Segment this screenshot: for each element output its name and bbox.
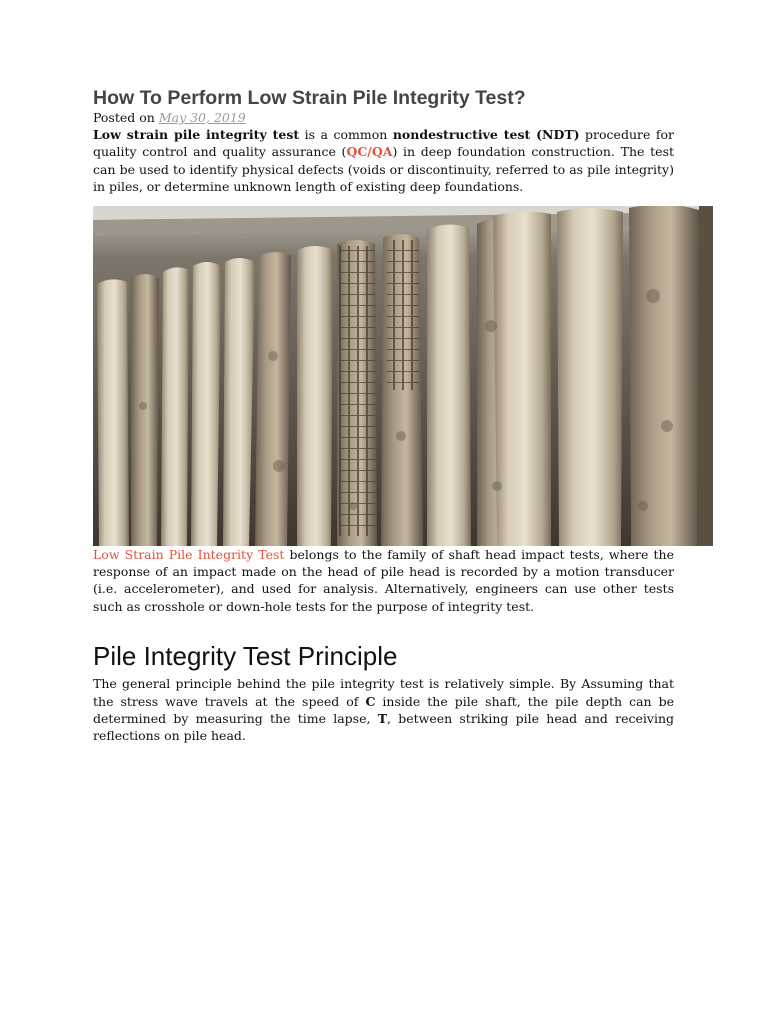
term-ndt: nondestructive test (NDT) [392, 127, 580, 142]
section-heading: Pile Integrity Test Principle [93, 641, 398, 672]
article-title: How To Perform Low Strain Pile Integrity Test? [93, 87, 526, 109]
time-symbol: T [377, 711, 387, 727]
posted-date-link[interactable]: May 30, 2019 [158, 110, 246, 125]
term-low-strain: Low strain pile integrity test [93, 127, 300, 142]
qcqa-link[interactable]: QC/QA [346, 144, 393, 160]
posted-prefix: Posted on [93, 110, 155, 125]
intro-paragraph: Low strain pile integrity test is a common nondestructive test (NDT) procedure for quality control and quality assurance (QC/QA) in deep foundation construction. The test can be used to identify physical defects (voids or discontinuity, referred to as pile integrity) in piles, or determine unknown length of existing deep foundations. [93, 127, 675, 195]
low-strain-link[interactable]: Low Strain Pile Integrity Test [93, 546, 285, 562]
pile-cores-photo [93, 206, 713, 546]
article [93, 86, 674, 745]
speed-symbol: C [365, 693, 376, 709]
paragraph-2: Low Strain Pile Integrity Test belongs to the family of shaft head impact tests, where the response of an impact made on the head of pile head is recorded by a motion transducer (i.e. accelerometer), and used for analysis. Alternatively, engineers can use other tests such as crosshole or down-hole tests for the purpose of integrity test. [93, 546, 674, 614]
posted-line [93, 110, 674, 126]
paragraph-3: The general principle behind the pile integrity test is relatively simple. By Assuming that the stress wave travels at the speed of C inside the pile shaft, the pile depth can be determined by measuring the time lapse, T, between striking pile head and receiving reflections on pile head. [93, 676, 674, 744]
